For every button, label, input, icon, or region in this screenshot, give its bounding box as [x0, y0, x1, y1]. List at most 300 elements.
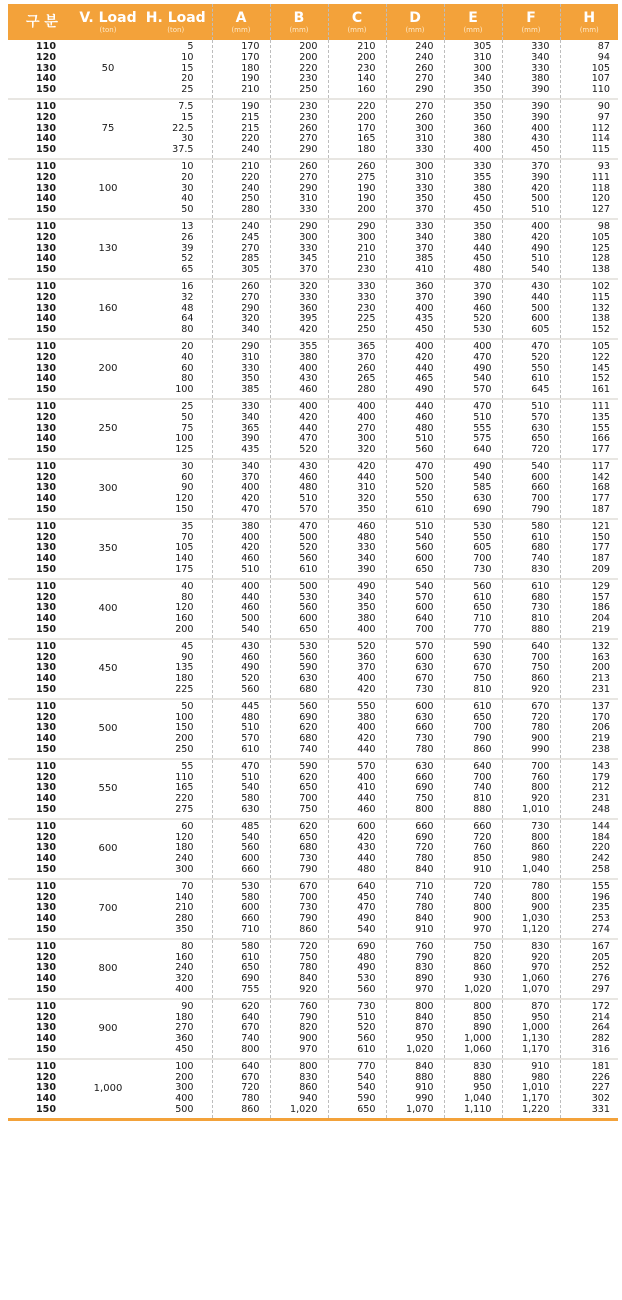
- table-cell: 560: [299, 553, 318, 565]
- cell-stack: [140, 40, 212, 99]
- table-cell: 980: [531, 1071, 550, 1083]
- table-cell: 800: [531, 782, 550, 794]
- table-row: [8, 579, 618, 639]
- table-cell: 120: [35, 1071, 56, 1083]
- table-cell: 93: [597, 160, 610, 172]
- table-cell: 110: [35, 280, 56, 292]
- header-col-9: [560, 4, 618, 40]
- table-cell: 220: [299, 62, 318, 74]
- table-cell: 710: [473, 613, 492, 625]
- table-cell: 750: [531, 662, 550, 674]
- table-cell: 360: [299, 302, 318, 314]
- header-label: H. Load: [145, 9, 206, 26]
- table-cell: 40: [181, 580, 194, 592]
- table-cell: 80: [181, 591, 194, 603]
- table-cell: 310: [357, 482, 376, 494]
- table-cell: 290: [299, 182, 318, 194]
- table-cell: 510: [531, 253, 550, 265]
- cell-stack: [212, 40, 270, 99]
- table-cell: 610: [531, 373, 550, 385]
- table-cell: 510: [415, 433, 434, 445]
- cell-stack: [386, 159, 444, 219]
- vload-cell: 160: [76, 279, 140, 339]
- table-cell: 196: [591, 891, 610, 903]
- table-cell: 920: [531, 684, 550, 696]
- table-cell: 760: [415, 940, 434, 952]
- table-cell: 150: [35, 564, 56, 576]
- table-cell: 360: [175, 1033, 194, 1045]
- cell-stack: [444, 1059, 502, 1119]
- table-cell: 170: [241, 41, 260, 52]
- table-cell: 110: [35, 520, 56, 532]
- table-cell: 420: [241, 542, 260, 554]
- table-cell: 282: [591, 1033, 610, 1045]
- table-cell: 660: [531, 482, 550, 494]
- table-cell: 900: [473, 913, 492, 925]
- table-cell: 220: [241, 171, 260, 183]
- table-cell: 120: [175, 831, 194, 843]
- table-cell: 260: [299, 160, 318, 172]
- cell-stack: [386, 219, 444, 279]
- table-cell: 276: [591, 973, 610, 985]
- table-cell: 40: [181, 351, 194, 363]
- table-cell: 87: [597, 41, 610, 52]
- table-cell: 860: [299, 1082, 318, 1094]
- table-cell: 660: [241, 913, 260, 925]
- table-cell: 360: [357, 651, 376, 663]
- table-cell: 400: [241, 531, 260, 543]
- table-cell: 280: [175, 913, 194, 925]
- table-cell: 650: [473, 711, 492, 723]
- table-cell: 75: [181, 422, 194, 434]
- table-cell: 210: [357, 253, 376, 265]
- table-cell: 130: [35, 902, 56, 914]
- table-cell: 100: [175, 433, 194, 445]
- table-cell: 37.5: [172, 144, 194, 156]
- cell-stack: [560, 99, 618, 159]
- table-cell: 231: [591, 684, 610, 696]
- cell-stack: [8, 939, 76, 999]
- table-cell: 770: [357, 1060, 376, 1072]
- table-cell: 140: [35, 973, 56, 985]
- table-cell: 620: [299, 771, 318, 783]
- table-cell: 370: [531, 160, 550, 172]
- table-cell: 150: [175, 722, 194, 734]
- table-cell: 530: [299, 591, 318, 603]
- table-cell: 230: [357, 264, 376, 276]
- table-cell: 570: [415, 640, 434, 652]
- table-cell: 300: [473, 62, 492, 74]
- table-cell: 110: [35, 220, 56, 232]
- cell-stack: [560, 999, 618, 1059]
- table-cell: 490: [357, 913, 376, 925]
- table-cell: 140: [175, 891, 194, 903]
- table-cell: 810: [473, 684, 492, 696]
- table-cell: 660: [415, 820, 434, 832]
- table-cell: 370: [415, 204, 434, 216]
- vload-cell: 700: [76, 879, 140, 939]
- table-cell: 340: [357, 591, 376, 603]
- table-cell: 800: [299, 1060, 318, 1072]
- cell-stack: [560, 159, 618, 219]
- table-cell: 1,110: [464, 1103, 492, 1115]
- table-cell: 510: [241, 722, 260, 734]
- table-cell: 880: [531, 624, 550, 636]
- table-header: [8, 4, 618, 40]
- table-cell: 680: [299, 842, 318, 854]
- table-cell: 365: [357, 340, 376, 352]
- table-cell: 110: [35, 940, 56, 952]
- table-cell: 570: [357, 760, 376, 772]
- table-cell: 390: [473, 291, 492, 303]
- table-row: [8, 939, 618, 999]
- cell-stack: [8, 219, 76, 279]
- table-cell: 140: [175, 553, 194, 565]
- table-cell: 110: [35, 460, 56, 472]
- table-cell: 620: [299, 722, 318, 734]
- table-cell: 480: [299, 482, 318, 494]
- table-cell: 330: [531, 62, 550, 74]
- table-cell: 520: [531, 351, 550, 363]
- table-cell: 140: [35, 193, 56, 205]
- table-cell: 440: [299, 422, 318, 434]
- table-cell: 330: [357, 542, 376, 554]
- header-unit: (mm): [463, 25, 483, 34]
- table-cell: 1,020: [290, 1103, 318, 1115]
- table-cell: 520: [473, 313, 492, 325]
- table-cell: 560: [415, 542, 434, 554]
- table-cell: 600: [241, 853, 260, 865]
- table-cell: 580: [241, 793, 260, 805]
- table-cell: 150: [35, 624, 56, 636]
- table-cell: 140: [35, 613, 56, 625]
- table-cell: 400: [357, 411, 376, 423]
- table-cell: 600: [531, 471, 550, 483]
- table-cell: 640: [473, 444, 492, 456]
- table-cell: 240: [241, 182, 260, 194]
- table-cell: 450: [473, 253, 492, 265]
- table-cell: 160: [175, 613, 194, 625]
- table-cell: 165: [175, 782, 194, 794]
- table-row: [8, 519, 618, 579]
- table-cell: 120: [175, 493, 194, 505]
- table-cell: 430: [299, 373, 318, 385]
- cell-stack: [328, 639, 386, 699]
- cell-stack: [270, 999, 328, 1059]
- table-row: [8, 40, 618, 99]
- table-cell: 130: [35, 242, 56, 254]
- table-cell: 225: [357, 313, 376, 325]
- table-cell: 720: [299, 940, 318, 952]
- table-cell: 212: [591, 782, 610, 794]
- table-cell: 138: [591, 264, 610, 276]
- table-row: [8, 399, 618, 459]
- table-cell: 610: [299, 564, 318, 576]
- table-cell: 132: [591, 302, 610, 314]
- table-cell: 790: [473, 733, 492, 745]
- table-cell: 240: [415, 51, 434, 63]
- table-cell: 265: [357, 373, 376, 385]
- table-cell: 440: [357, 471, 376, 483]
- table-cell: 220: [241, 133, 260, 145]
- table-cell: 490: [415, 384, 434, 396]
- table-cell: 420: [299, 411, 318, 423]
- table-cell: 420: [357, 733, 376, 745]
- table-cell: 60: [181, 820, 194, 832]
- cell-stack: [560, 759, 618, 819]
- table-cell: 130: [35, 122, 56, 134]
- table-cell: 140: [357, 73, 376, 85]
- cell-stack: [328, 819, 386, 879]
- table-cell: 400: [415, 340, 434, 352]
- table-cell: 640: [531, 640, 550, 652]
- cell-stack: [386, 579, 444, 639]
- table-cell: 275: [357, 171, 376, 183]
- table-cell: 460: [299, 384, 318, 396]
- table-cell: 20: [181, 171, 194, 183]
- cell-stack: [386, 339, 444, 399]
- table-cell: 26: [181, 231, 194, 243]
- table-cell: 150: [35, 863, 56, 875]
- table-cell: 135: [591, 411, 610, 423]
- table-cell: 200: [175, 1071, 194, 1083]
- table-cell: 80: [181, 373, 194, 385]
- table-cell: 5: [187, 41, 194, 52]
- table-cell: 260: [357, 160, 376, 172]
- table-cell: 440: [415, 362, 434, 374]
- table-cell: 150: [35, 204, 56, 216]
- cell-stack: [8, 819, 76, 879]
- cell-stack: [444, 339, 502, 399]
- table-cell: 15: [181, 62, 194, 74]
- table-cell: 240: [175, 853, 194, 865]
- table-cell: 910: [473, 863, 492, 875]
- table-cell: 200: [299, 51, 318, 63]
- table-cell: 540: [357, 1071, 376, 1083]
- table-cell: 94: [597, 51, 610, 63]
- table-cell: 120: [35, 231, 56, 243]
- vload-cell: 300: [76, 459, 140, 519]
- table-cell: 130: [35, 302, 56, 314]
- table-cell: 780: [241, 1093, 260, 1105]
- table-cell: 450: [415, 324, 434, 336]
- cell-stack: [8, 879, 76, 939]
- table-cell: 660: [473, 820, 492, 832]
- table-cell: 275: [175, 804, 194, 815]
- table-cell: 730: [357, 1000, 376, 1012]
- table-cell: 227: [591, 1082, 610, 1094]
- header-unit: (mm): [347, 25, 367, 34]
- table-cell: 700: [415, 624, 434, 636]
- cell-stack: [140, 699, 212, 759]
- cell-stack: [386, 819, 444, 879]
- cell-stack: [502, 699, 560, 759]
- cell-stack: [212, 459, 270, 519]
- table-cell: 590: [357, 1093, 376, 1105]
- table-cell: 300: [415, 122, 434, 134]
- table-cell: 540: [241, 831, 260, 843]
- cell-stack: [140, 339, 212, 399]
- table-cell: 500: [175, 1103, 194, 1115]
- table-cell: 52: [181, 253, 194, 265]
- table-cell: 920: [531, 951, 550, 963]
- table-cell: 540: [473, 373, 492, 385]
- table-cell: 170: [357, 122, 376, 134]
- table-cell: 840: [415, 913, 434, 925]
- cell-stack: [444, 819, 502, 879]
- table-cell: 128: [591, 253, 610, 265]
- table-cell: 740: [299, 744, 318, 756]
- table-cell: 400: [299, 362, 318, 374]
- table-cell: 90: [181, 651, 194, 663]
- table-cell: 470: [299, 520, 318, 532]
- table-cell: 580: [241, 940, 260, 952]
- table-cell: 550: [415, 493, 434, 505]
- table-cell: 730: [531, 602, 550, 614]
- table-cell: 200: [175, 624, 194, 636]
- cell-stack: [270, 219, 328, 279]
- table-cell: 150: [35, 264, 56, 276]
- table-cell: 187: [591, 553, 610, 565]
- table-cell: 490: [357, 962, 376, 974]
- cell-stack: [444, 879, 502, 939]
- vload-cell: 400: [76, 579, 140, 639]
- table-cell: 400: [357, 673, 376, 685]
- table-cell: 219: [591, 624, 610, 636]
- table-cell: 510: [531, 400, 550, 412]
- table-cell: 730: [299, 853, 318, 865]
- table-cell: 140: [35, 1093, 56, 1105]
- cell-stack: [212, 879, 270, 939]
- table-cell: 500: [299, 531, 318, 543]
- table-cell: 180: [175, 673, 194, 685]
- table-cell: 130: [35, 962, 56, 974]
- vload-cell: 450: [76, 639, 140, 699]
- table-cell: 20: [181, 73, 194, 85]
- table-cell: 230: [299, 100, 318, 112]
- cell-stack: [502, 999, 560, 1059]
- table-cell: 340: [241, 411, 260, 423]
- table-cell: 305: [473, 41, 492, 52]
- table-cell: 300: [175, 863, 194, 875]
- table-cell: 140: [35, 133, 56, 145]
- table-cell: 250: [357, 324, 376, 336]
- header-col-7: [444, 4, 502, 40]
- cell-stack: [444, 639, 502, 699]
- table-cell: 350: [473, 220, 492, 232]
- table-cell: 140: [35, 73, 56, 85]
- cell-stack: [270, 459, 328, 519]
- table-cell: 780: [299, 962, 318, 974]
- table-cell: 331: [591, 1103, 610, 1115]
- table-cell: 670: [531, 700, 550, 712]
- cell-stack: [560, 879, 618, 939]
- table-cell: 660: [415, 722, 434, 734]
- table-cell: 435: [241, 444, 260, 456]
- table-cell: 540: [415, 580, 434, 592]
- table-cell: 390: [531, 100, 550, 112]
- table-cell: 420: [415, 351, 434, 363]
- table-cell: 230: [357, 302, 376, 314]
- table-cell: 118: [591, 182, 610, 194]
- table-cell: 32: [181, 291, 194, 303]
- table-cell: 240: [241, 220, 260, 232]
- table-cell: 380: [299, 351, 318, 363]
- table-cell: 302: [591, 1093, 610, 1105]
- table-cell: 500: [299, 580, 318, 592]
- vload-cell: 800: [76, 939, 140, 999]
- cell-stack: [8, 279, 76, 339]
- cell-stack: [140, 219, 212, 279]
- cell-stack: [386, 519, 444, 579]
- table-cell: 420: [357, 460, 376, 472]
- table-cell: 316: [591, 1043, 610, 1055]
- table-cell: 105: [591, 231, 610, 243]
- table-cell: 720: [531, 711, 550, 723]
- table-cell: 560: [357, 1033, 376, 1045]
- table-cell: 790: [299, 1011, 318, 1023]
- table-cell: 940: [299, 1093, 318, 1105]
- cell-stack: [328, 1059, 386, 1119]
- table-cell: 430: [531, 133, 550, 145]
- table-cell: 370: [299, 264, 318, 276]
- cell-stack: [212, 1059, 270, 1119]
- table-cell: 10: [181, 51, 194, 63]
- cell-stack: [8, 1059, 76, 1119]
- table-cell: 550: [531, 362, 550, 374]
- table-cell: 120: [35, 591, 56, 603]
- table-cell: 350: [357, 602, 376, 614]
- table-cell: 610: [415, 504, 434, 516]
- table-cell: 290: [299, 144, 318, 156]
- table-cell: 830: [531, 564, 550, 576]
- table-cell: 605: [473, 542, 492, 554]
- table-cell: 540: [241, 782, 260, 794]
- table-cell: 510: [357, 1011, 376, 1023]
- table-cell: 450: [175, 1043, 194, 1055]
- table-cell: 320: [175, 973, 194, 985]
- cell-stack: [502, 819, 560, 879]
- table-cell: 300: [357, 433, 376, 445]
- cell-stack: [270, 1059, 328, 1119]
- table-cell: 330: [415, 144, 434, 156]
- table-cell: 420: [531, 231, 550, 243]
- vload-cell: 75: [76, 99, 140, 159]
- table-cell: 990: [531, 744, 550, 756]
- table-cell: 480: [415, 422, 434, 434]
- table-cell: 510: [473, 411, 492, 423]
- table-cell: 860: [241, 1103, 260, 1115]
- table-cell: 150: [35, 504, 56, 516]
- table-cell: 115: [591, 291, 610, 303]
- table-cell: 810: [531, 613, 550, 625]
- table-cell: 120: [35, 351, 56, 363]
- table-cell: 440: [357, 853, 376, 865]
- table-cell: 1,170: [522, 1093, 550, 1105]
- table-cell: 97: [597, 111, 610, 123]
- table-cell: 115: [591, 144, 610, 156]
- cell-stack: [8, 399, 76, 459]
- table-cell: 510: [299, 493, 318, 505]
- header-col-8: [502, 4, 560, 40]
- table-cell: 420: [357, 684, 376, 696]
- cell-stack: [270, 699, 328, 759]
- table-cell: 140: [35, 553, 56, 565]
- table-cell: 111: [591, 400, 610, 412]
- table-cell: 520: [241, 673, 260, 685]
- cell-stack: [270, 99, 328, 159]
- cell-stack: [328, 999, 386, 1059]
